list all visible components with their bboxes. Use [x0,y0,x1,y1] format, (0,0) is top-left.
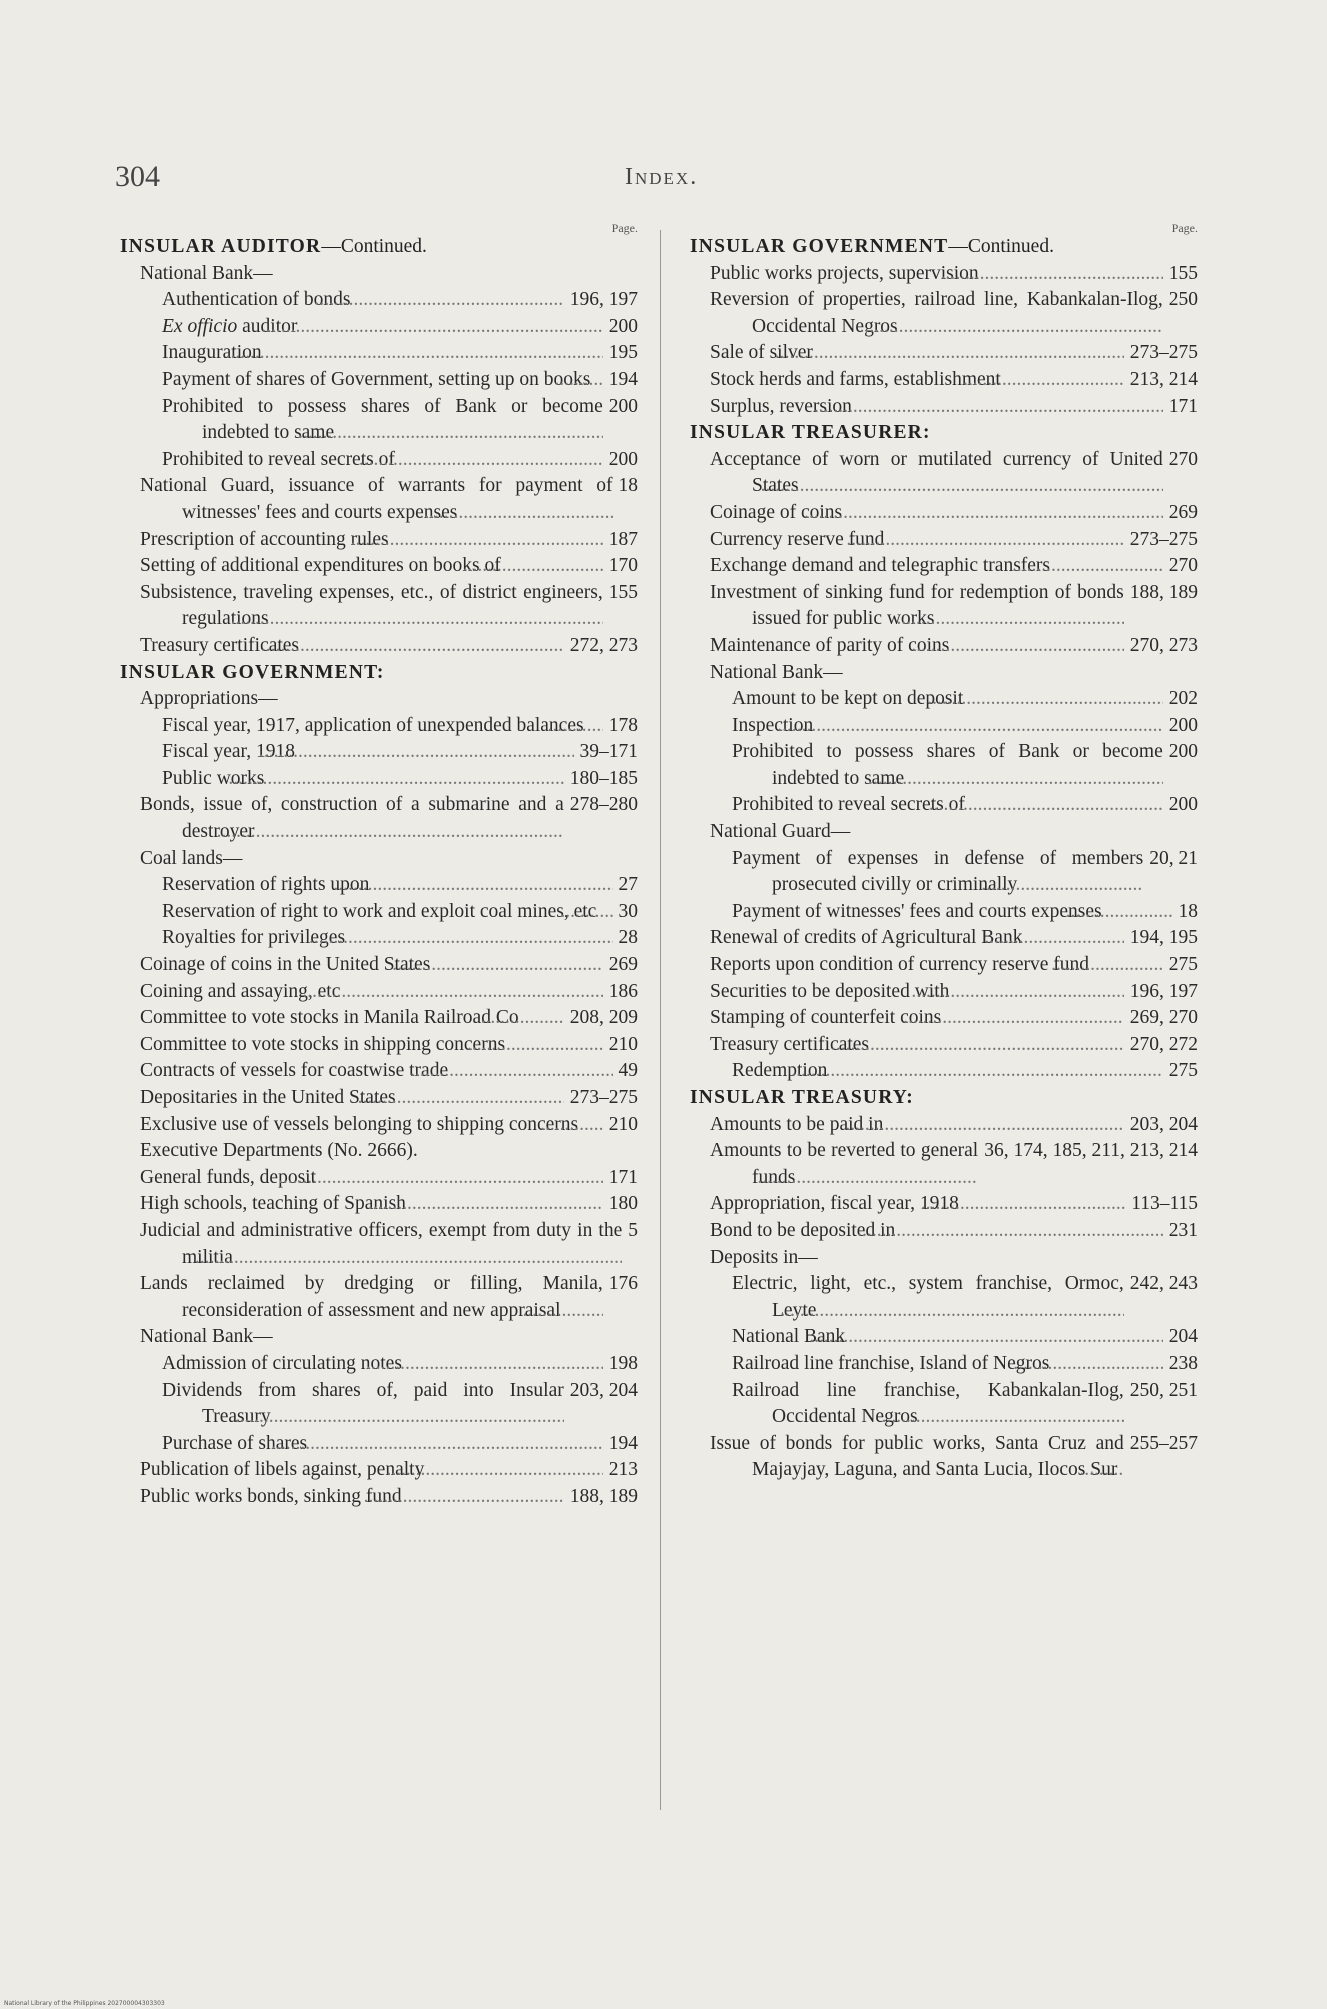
page-reference: 171 [608,1166,638,1188]
heading-text: INSULAR GOVERNMENT: [120,661,385,683]
entry-text: Coinage of coins ..... [690,500,1163,527]
page-reference: 200 [1168,741,1198,763]
page-reference: 27 [618,874,638,896]
entry-text: Coinage of coins in the United States ..... [120,952,603,979]
entry-text: Investment of sinking fund for redemption of bonds issued for public works ..... [690,580,1124,633]
page-reference: 30 [618,900,638,922]
page-reference: 255–257 [1129,1432,1198,1454]
index-entry [120,846,638,873]
index-entry [120,1351,638,1378]
page-reference: 200 [608,448,638,470]
page-reference: 269 [1168,501,1198,523]
index-entry [690,979,1198,1006]
page-reference: 242, 243 [1129,1273,1198,1295]
index-entries-right [690,234,1198,1484]
index-entry [120,473,638,526]
page-reference: 155 [608,581,638,603]
index-entry [120,1032,638,1059]
index-entry [120,1378,638,1431]
index-entry [690,713,1198,740]
index-entry [120,766,638,793]
page-reference: 208, 209 [569,1007,638,1029]
index-entry [690,1191,1198,1218]
page-reference: 250, 251 [1129,1379,1198,1401]
entry-text: National Bank— [710,661,843,683]
index-entry [690,261,1198,288]
entry-text: National Guard, issuance of warrants for payment of witnesses' fees and courts expenses ..... [120,473,613,526]
page-reference: 213 [608,1459,638,1481]
entry-text: Royalties for privileges ..... [120,925,613,952]
index-entry [120,872,638,899]
page-reference: 28 [618,927,638,949]
index-entry [690,633,1198,660]
index-heading [120,234,638,261]
entry-text: Acceptance of worn or mutilated currency of United States ..... [690,447,1163,500]
index-entry [120,1457,638,1484]
index-entry [120,314,638,341]
index-column-right [690,222,1198,1484]
entry-text: Prohibited to possess shares of Bank or become indebted to same ..... [690,739,1163,792]
index-entry [690,792,1198,819]
entry-text: Prohibited to reveal secrets of ..... [690,792,1163,819]
entry-text: Amount to be kept on deposit ..... [690,686,1163,713]
entry-text: Fiscal year, 1918 ..... [120,739,574,766]
entry-text: Committee to vote stocks in shipping concerns ..... [120,1032,603,1059]
index-entry [690,553,1198,580]
page-reference: 273–275 [1129,528,1198,550]
page-reference: 231 [1168,1219,1198,1241]
index-entry [690,1218,1198,1245]
page-reference: 203, 204 [1129,1113,1198,1135]
index-entry [690,1351,1198,1378]
index-entry [120,1484,638,1511]
continued-label: —Continued. [321,236,427,257]
entry-text: Electric, light, etc., system franchise, Ormoc, Leyte ..... [690,1271,1124,1324]
index-entry [690,1032,1198,1059]
page-reference: 170 [608,555,638,577]
page-reference: 210 [608,1033,638,1055]
page-reference: 238 [1168,1352,1198,1374]
index-entry [690,1112,1198,1139]
entry-text: Public works ..... [120,766,564,793]
italic-phrase: Ex officio [162,315,238,337]
index-entry [690,1378,1198,1431]
page-reference: 5 [628,1219,638,1241]
index-entry [690,925,1198,952]
index-entry [120,792,638,845]
index-entry [690,1005,1198,1032]
page-header [115,160,1215,200]
index-entry [120,633,638,660]
page-reference: 202 [1168,688,1198,710]
index-entry [120,1085,638,1112]
entry-text: National Bank ..... [690,1324,1163,1351]
page-reference: 195 [608,342,638,364]
page-reference: 39–171 [579,741,638,763]
entry-text: Amounts to be reverted to general funds ..... [690,1138,978,1191]
index-entry [690,340,1198,367]
index-entry [120,527,638,554]
index-entry [690,1245,1198,1272]
entry-text: Dividends from shares of, paid into Insular Treasury ..... [120,1378,564,1431]
entry-text: Issue of bonds for public works, Santa Cruz and Majayjay, Laguna, and Santa Lucia, Ilocos Sur ..... [690,1431,1124,1484]
index-entry [690,1324,1198,1351]
entry-text: Ex officio auditor ..... [120,314,603,341]
page-reference: 176 [608,1273,638,1295]
page-reference: 194, 195 [1129,927,1198,949]
index-entry [690,1138,1198,1191]
index-entry [120,925,638,952]
index-column-left [120,222,638,1511]
entry-text: National Bank— [140,1326,273,1348]
index-entry [120,447,638,474]
entry-text: Appropriations— [140,688,278,710]
page-reference: 270 [1168,555,1198,577]
entry-text: Authentication of bonds ..... [120,287,564,314]
entry-text: Railroad line franchise, Island of Negros ..... [690,1351,1163,1378]
entry-text: Payment of shares of Government, setting up on books ..... [120,367,603,394]
entry-text: Securities to be deposited with ..... [690,979,1124,1006]
index-entry [120,739,638,766]
page-reference: 171 [1168,395,1198,417]
index-entry [120,1112,638,1139]
index-heading [690,420,1198,447]
entry-text: National Bank— [140,262,273,284]
entry-text: Prohibited to possess shares of Bank or become indebted to same ..... [120,394,603,447]
page-reference: 113–115 [1131,1193,1198,1215]
page-reference: 20, 21 [1149,847,1198,869]
entry-text: Inspection ..... [690,713,1163,740]
page-reference: 188, 189 [1129,581,1198,603]
index-entry [120,713,638,740]
page-reference: 200 [608,315,638,337]
page-reference: 213, 214 [1129,368,1198,390]
index-entry [120,1058,638,1085]
index-entry [120,553,638,580]
index-entry [690,686,1198,713]
index-entry [690,580,1198,633]
entry-text: Public works bonds, sinking fund ..... [120,1484,564,1511]
index-heading [690,1085,1198,1112]
page-reference: 18 [1178,900,1198,922]
entry-text: Executive Departments (No. 2666). [140,1140,418,1162]
index-entry [690,447,1198,500]
entry-text: Appropriation, fiscal year, 1918 ..... [690,1191,1125,1218]
entry-text: Maintenance of parity of coins ..... [690,633,1124,660]
index-entries-left [120,234,638,1511]
page-reference: 178 [608,714,638,736]
index-entry [120,1138,638,1165]
page-reference: 200 [1168,714,1198,736]
entry-text: High schools, teaching of Spanish ..... [120,1191,603,1218]
entry-text: Subsistence, traveling expenses, etc., of district engineers, regulations ..... [120,580,603,633]
page-reference: 204 [1168,1326,1198,1348]
entry-text: Inauguration ..... [120,340,603,367]
heading-text: INSULAR AUDITOR [120,236,322,257]
page-reference: 194 [608,368,638,390]
entry-text: Deposits in— [710,1246,818,1268]
index-entry [120,394,638,447]
index-entry [690,394,1198,421]
index-entry [690,500,1198,527]
entry-text: Admission of circulating notes ..... [120,1351,603,1378]
page-reference: 270, 272 [1129,1033,1198,1055]
entry-text: Contracts of vessels for coastwise trade ..... [120,1058,613,1085]
page-reference: 270 [1168,448,1198,470]
scan-footer-note: National Library of the Philippines 202700004303303 [4,2000,165,2007]
entry-text: Treasury certificates ..... [690,1032,1124,1059]
entry-text: Bond to be deposited in ..... [690,1218,1163,1245]
index-entry [120,979,638,1006]
page-reference: 278–280 [569,794,638,816]
index-entry [690,819,1198,846]
entry-text: Purchase of shares ..... [120,1431,603,1458]
index-entry [690,899,1198,926]
index-entry [120,952,638,979]
page-reference: 18 [618,475,638,497]
entry-text: Coining and assaying, etc ..... [120,979,603,1006]
entry-text: Reversion of properties, railroad line, Kabankalan-Ilog, Occidental Negros ..... [690,287,1163,340]
index-entry [120,340,638,367]
index-entry [690,739,1198,792]
index-entry [690,1058,1198,1085]
page-reference: 180–185 [569,767,638,789]
index-entry [690,1271,1198,1324]
entry-text: Stock herds and farms, establishment ..... [690,367,1124,394]
page-reference: 210 [608,1113,638,1135]
entry-text: Railroad line franchise, Kabankalan-Ilog, Occidental Negros ..... [690,1378,1124,1431]
entry-text: Reservation of right to work and exploit coal mines, etc ..... [120,899,613,926]
entry-text: Surplus, reversion ..... [690,394,1163,421]
index-entry [690,527,1198,554]
page-reference: 273–275 [569,1087,638,1108]
entry-text: Setting of additional expenditures on books of ..... [120,553,603,580]
page-reference: 275 [1168,1060,1198,1082]
index-entry [120,1431,638,1458]
page-reference: 269, 270 [1129,1007,1198,1029]
heading-text: INSULAR GOVERNMENT [690,236,949,257]
continued-label: —Continued. [948,236,1054,257]
entry-text: Prohibited to reveal secrets of ..... [120,447,603,474]
entry-text: Payment of witnesses' fees and courts expenses ..... [690,899,1173,926]
index-entry [120,1218,638,1271]
page-reference: 36, 174, 185, 211, 213, 214 [984,1140,1198,1162]
page-reference: 49 [618,1060,638,1082]
index-entry [120,1191,638,1218]
index-entry [120,1005,638,1032]
index-entry [690,1431,1198,1484]
page-reference: 155 [1168,262,1198,284]
entry-text: Currency reserve fund ..... [690,527,1124,554]
index-entry [690,846,1198,899]
heading-text: INSULAR TREASURY: [690,1087,914,1108]
index-entry [120,686,638,713]
entry-text: Amounts to be paid in ..... [690,1112,1124,1139]
entry-text: Exclusive use of vessels belonging to shipping concerns ..... [120,1112,603,1139]
index-entry [120,367,638,394]
page-reference: 187 [608,528,638,550]
entry-text: Lands reclaimed by dredging or filling, Manila, reconsideration of assessment and new appraisal ..... [120,1271,603,1324]
entry-text: Treasury certificates ..... [120,633,564,660]
entry-text: Fiscal year, 1917, application of unexpended balances ..... [120,713,603,740]
page-reference: 194 [608,1432,638,1454]
page-title: Index. [625,164,699,190]
entry-text: Coal lands— [140,847,243,869]
index-entry [690,952,1198,979]
page-reference: 196, 197 [569,289,638,311]
column-divider [660,230,661,1810]
entry-text: General funds, deposit ..... [120,1165,603,1192]
page-reference: 272, 273 [569,634,638,656]
entry-text: Bonds, issue of, construction of a submarine and a destroyer ..... [120,792,564,845]
page-reference: 269 [608,954,638,976]
entry-text: Payment of expenses in defense of members prosecuted civilly or criminally ..... [690,846,1143,899]
index-heading [120,660,638,687]
page-reference: 200 [1168,794,1198,816]
entry-text: Sale of silver ..... [690,340,1124,367]
page-reference: 188, 189 [569,1485,638,1507]
entry-text: Renewal of credits of Agricultural Bank ..... [690,925,1124,952]
page-reference: 273–275 [1129,342,1198,364]
entry-text: Stamping of counterfeit coins ..... [690,1005,1124,1032]
page-reference: 275 [1168,954,1198,976]
entry-text: Exchange demand and telegraphic transfers ..... [690,553,1163,580]
page-reference: 250 [1168,289,1198,311]
entry-text: National Guard— [710,821,851,843]
page-reference: 196, 197 [1129,980,1198,1002]
entry-text: Depositaries in the United States ..... [120,1085,564,1112]
index-entry [120,899,638,926]
entry-text: Reports upon condition of currency reserve fund ..... [690,952,1163,979]
entry-text: Judicial and administrative officers, exempt from duty in the militia ..... [120,1218,622,1271]
index-entry [120,1165,638,1192]
index-heading [690,234,1198,261]
page-reference: 180 [608,1193,638,1215]
index-entry [120,580,638,633]
index-entry [120,287,638,314]
page-reference: 270, 273 [1129,634,1198,656]
index-entry [690,660,1198,687]
page-number: 304 [115,160,160,193]
page-reference: 186 [608,980,638,1002]
page-column-label: Page. [611,221,638,235]
entry-text: Committee to vote stocks in Manila Railroad Co ..... [120,1005,564,1032]
page-reference: 198 [608,1352,638,1374]
index-entry [120,261,638,288]
page-column-label: Page. [1171,221,1198,235]
index-entry [120,1271,638,1324]
page-reference: 203, 204 [569,1379,638,1401]
index-entry [120,1324,638,1351]
index-entry [690,367,1198,394]
entry-text: Reservation of rights upon ..... [120,872,613,899]
entry-text: Prescription of accounting rules ..... [120,527,603,554]
entry-text: Redemption ..... [690,1058,1163,1085]
entry-text: Publication of libels against, penalty ..... [120,1457,603,1484]
entry-text: Public works projects, supervision ..... [690,261,1163,288]
heading-text: INSULAR TREASURER: [690,422,931,444]
page-reference: 200 [608,395,638,417]
index-entry [690,287,1198,340]
